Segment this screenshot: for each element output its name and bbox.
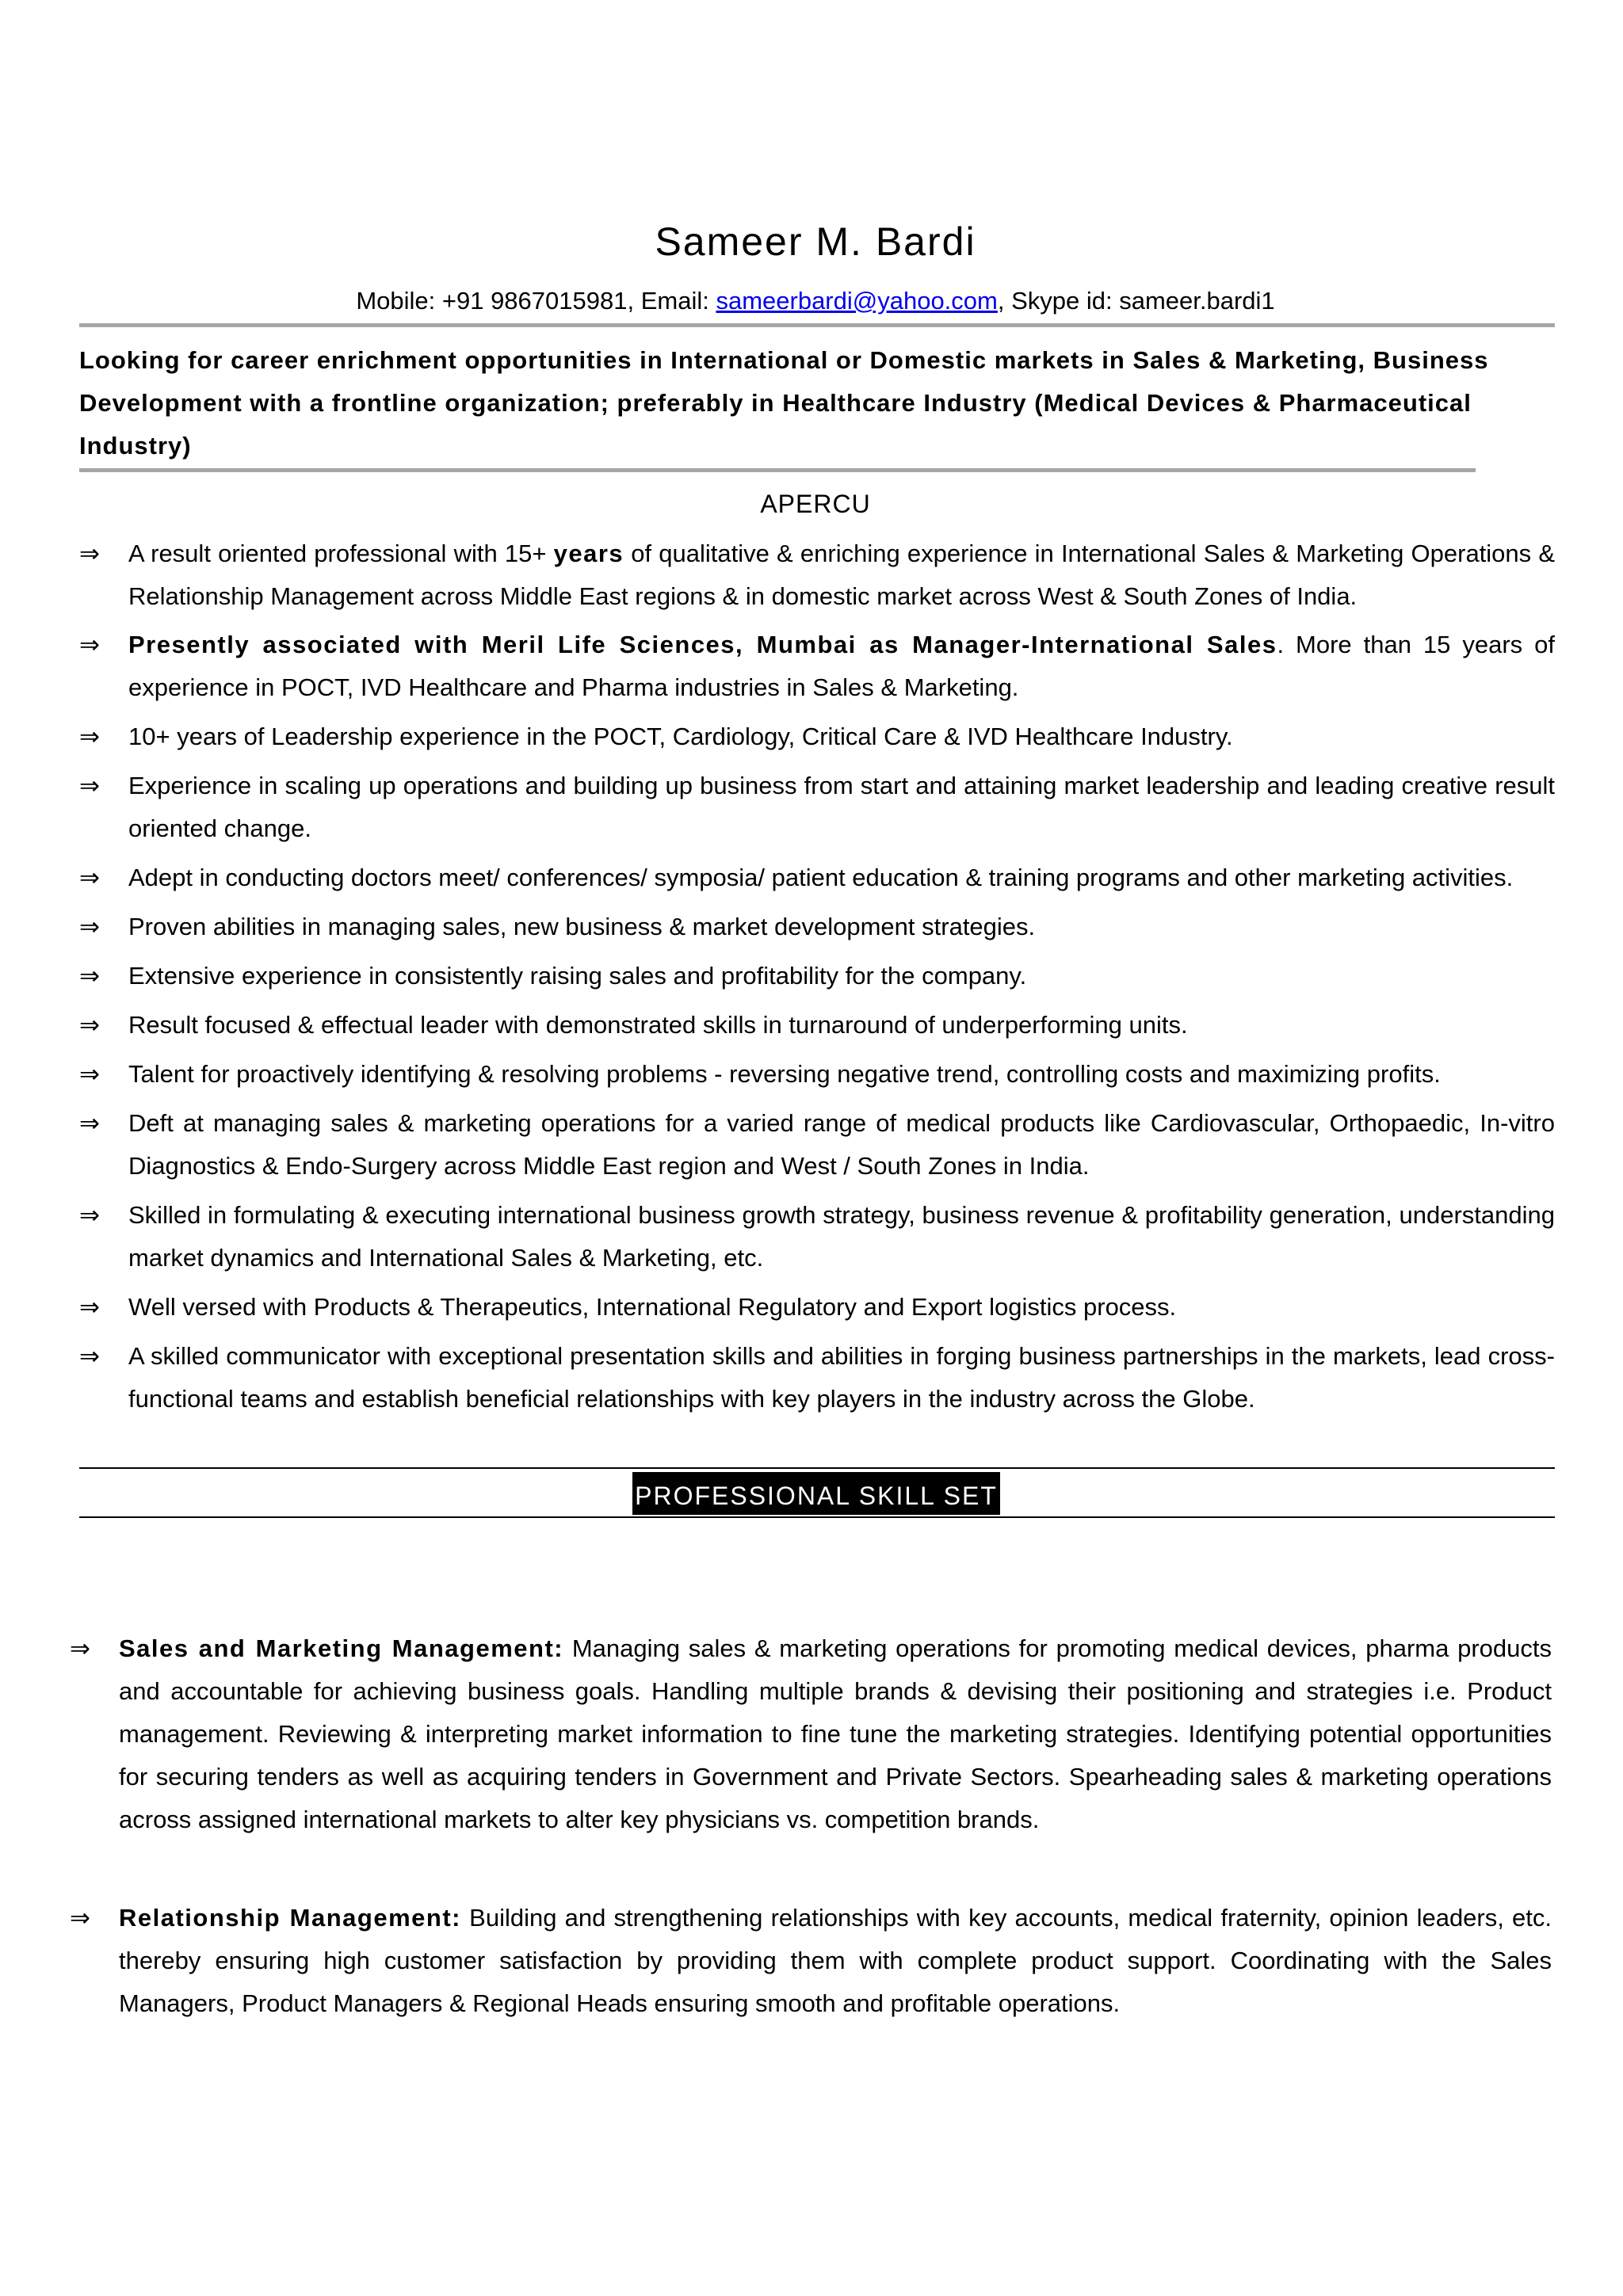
skill-label: Sales and Marketing Management: bbox=[119, 1634, 564, 1662]
apercu-item-text: Well versed with Products & Therapeutics, International Regulatory and Export logistics process. bbox=[128, 1293, 1177, 1321]
arrow-icon: ⇒ bbox=[79, 723, 100, 751]
arrow-icon: ⇒ bbox=[79, 1060, 100, 1089]
skills-top-rule bbox=[79, 1467, 1555, 1469]
arrow-icon: ⇒ bbox=[79, 1011, 100, 1039]
arrow-icon: ⇒ bbox=[79, 913, 100, 941]
apercu-item-text: Proven abilities in managing sales, new business & market development strategies. bbox=[128, 913, 1036, 940]
arrow-icon: ⇒ bbox=[79, 864, 100, 892]
contact-line bbox=[0, 287, 1623, 315]
apercu-item-text: 10+ years of Leadership experience in the POCT, Cardiology, Critical Care & IVD Healthcare Industry. bbox=[128, 723, 1233, 750]
apercu-item-text: Result focused & effectual leader with demonstrated skills in turnaround of underperforming units. bbox=[128, 1011, 1188, 1039]
header-divider bbox=[79, 323, 1555, 327]
apercu-item-text: Skilled in formulating & executing international business growth strategy, business revenue & profitability generation, understanding market dynamics and International Sales & Marketing, etc. bbox=[128, 1201, 1555, 1272]
email-link[interactable]: sameerbardi@yahoo.com bbox=[716, 287, 998, 315]
apercu-item-text: Talent for proactively identifying & resolving problems - reversing negative trend, controlling costs and maximizing profits. bbox=[128, 1060, 1441, 1088]
arrow-icon: ⇒ bbox=[79, 1293, 100, 1322]
objective-divider bbox=[79, 468, 1476, 472]
apercu-item-text: A skilled communicator with exceptional presentation skills and abilities in forging business partnerships in the markets, lead cross-functional teams and establish beneficial relationships with key players in the industry across the Globe. bbox=[128, 1342, 1555, 1413]
apercu-item-text: A result oriented professional with 15+ years of qualitative & enriching experience in International Sales & Marketing Operations & Relationship Management across Middle East regions & in domestic market across West & South Zones of India. bbox=[128, 540, 1555, 610]
apercu-item-text: Experience in scaling up operations and building up business from start and attaining market leadership and leading creative result oriented change. bbox=[128, 772, 1555, 842]
arrow-icon: ⇒ bbox=[70, 1634, 90, 1663]
arrow-icon: ⇒ bbox=[79, 540, 100, 568]
apercu-item-text: Deft at managing sales & marketing operations for a varied range of medical products like Cardiovascular, Orthopaedic, In-vitro Diagnostics & Endo-Surgery across Middle East region and West / South Zones in India. bbox=[128, 1109, 1555, 1180]
skill-text: Relationship Management: Building and strengthening relationships with key accounts, medical fraternity, opinion leaders, etc. thereby ensuring high customer satisfaction by providing them with complete product support. Coordinating with the Sales Managers, Product Managers & Regional Heads ensuring smooth and profitable operations. bbox=[119, 1904, 1552, 2017]
skill-text: Sales and Marketing Management: Managing sales & marketing operations for promoting medical devices, pharma products and accountable for achieving business goals. Handling multiple brands & devising their positioning and strategies i.e. Product management. Reviewing & interpreting market information to fine tune the marketing strategies. Identifying potential opportunities for securing tenders as well as acquiring tenders in Government and Private Sectors. Spearheading sales & marketing operations across assigned international markets to alter key physicians vs. competition brands. bbox=[119, 1634, 1552, 1833]
candidate-name: Sameer M. Bardi bbox=[655, 219, 976, 264]
arrow-icon: ⇒ bbox=[79, 772, 100, 800]
contact-prefix: Mobile: +91 9867015981, Email: bbox=[356, 287, 716, 315]
arrow-icon: ⇒ bbox=[79, 1109, 100, 1138]
apercu-item-text: Extensive experience in consistently raising sales and profitability for the company. bbox=[128, 962, 1027, 990]
skills-heading: PROFESSIONAL SKILL SET bbox=[632, 1472, 1000, 1515]
apercu-item-text: Adept in conducting doctors meet/ conferences/ symposia/ patient education & training programs and other marketing activities. bbox=[128, 864, 1514, 891]
arrow-icon: ⇒ bbox=[70, 1904, 90, 1932]
arrow-icon: ⇒ bbox=[79, 1342, 100, 1371]
arrow-icon: ⇒ bbox=[79, 962, 100, 990]
skill-label: Relationship Management: bbox=[119, 1904, 461, 1932]
apercu-item-text: Presently associated with Meril Life Sciences, Mumbai as Manager-International Sales. More than 15 years of experience in POCT, IVD Healthcare and Pharma industries in Sales & Marketing. bbox=[128, 631, 1556, 701]
skills-bottom-rule bbox=[79, 1516, 1555, 1518]
contact-suffix: , Skype id: sameer.bardi1 bbox=[997, 287, 1275, 315]
arrow-icon: ⇒ bbox=[79, 631, 100, 659]
arrow-icon: ⇒ bbox=[79, 1201, 100, 1230]
apercu-heading: APERCU bbox=[760, 490, 871, 518]
career-objective: Looking for career enrichment opportunities in International or Domestic markets in Sales & Marketing, Business Development with a frontline organization; preferably in Healthcare Industry (Medical Devices & Pharmaceutical Industry) bbox=[79, 346, 1489, 460]
